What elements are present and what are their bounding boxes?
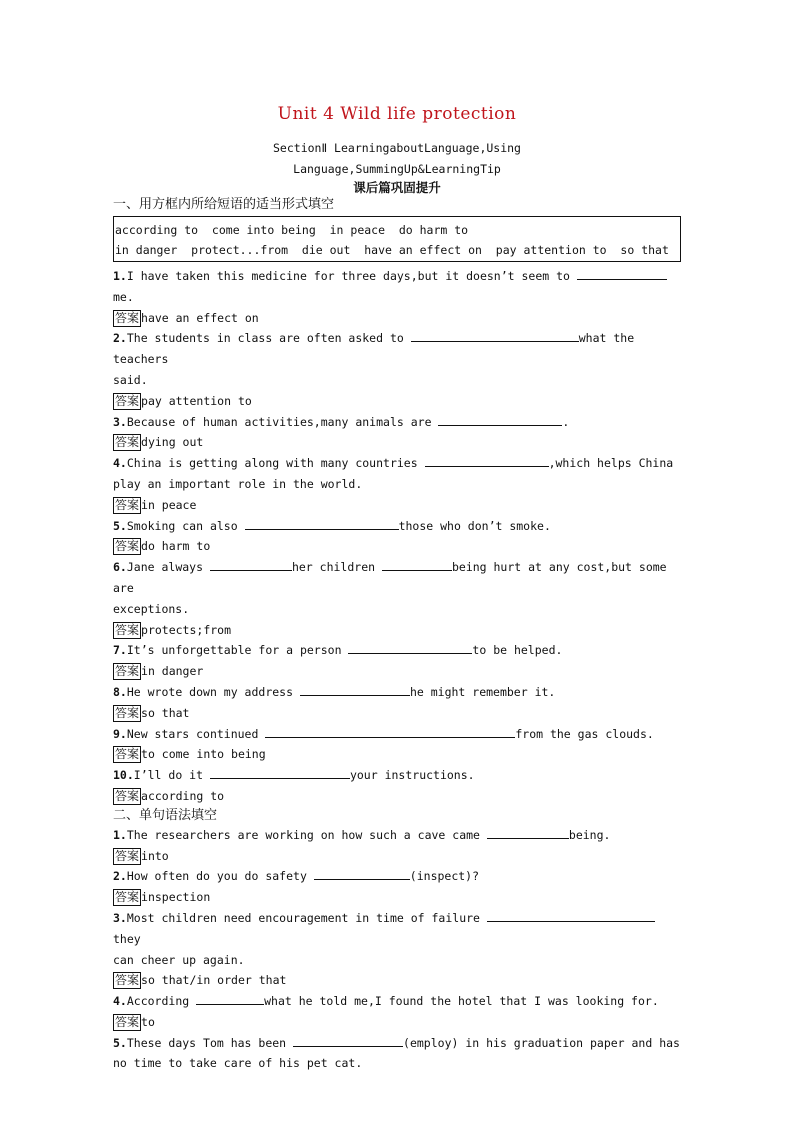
answer-row — [113, 536, 681, 557]
answer-blank — [293, 1034, 403, 1047]
question-item — [113, 640, 681, 661]
answer-text: in danger — [141, 664, 204, 679]
answer-blank — [245, 517, 399, 530]
answer-row — [113, 1012, 681, 1033]
answer-blank — [196, 992, 264, 1005]
answer-row — [113, 391, 681, 412]
answer-blank — [438, 413, 562, 426]
answer-row — [113, 703, 681, 724]
question-text: China is getting along with many countries — [126, 456, 425, 471]
question-item — [113, 765, 681, 786]
question-text: I have taken this medicine for three days,but it doesn’t seem to — [126, 269, 577, 283]
answer-tag: 答案 — [115, 497, 140, 512]
question-text-mid: her children — [291, 560, 382, 575]
question-text: New stars continued — [126, 726, 266, 741]
question-text: Most children need encouragement in time of failure — [126, 910, 487, 925]
answer-row — [113, 661, 681, 682]
answer-blank — [210, 766, 350, 779]
question-number: 9. — [113, 726, 127, 741]
question-continuation: can cheer up again. — [113, 952, 245, 967]
section-subtitle-line-2: Language,SummingUp&LearningTip — [293, 162, 501, 176]
answer-tag: 答案 — [115, 393, 140, 408]
question-number: 4. — [113, 994, 127, 1009]
answer-tag: 答案 — [115, 664, 140, 679]
question-item — [113, 1033, 681, 1054]
question-number: 2. — [113, 869, 127, 884]
question-item — [113, 682, 681, 703]
question-item — [113, 266, 681, 287]
question-number: 5. — [113, 518, 127, 533]
question-continuation: no time to take care of his pet cat. — [113, 1056, 363, 1071]
question-text-after: being hurt at any cost,but some are — [113, 560, 667, 595]
question-text: These days Tom has been — [126, 1035, 294, 1050]
part1-heading: 一、用方框内所给短语的适当形式填空 — [113, 197, 335, 212]
answer-tag: 答案 — [115, 705, 140, 720]
question-number: 3. — [113, 910, 127, 925]
question-text-after: being. — [568, 827, 611, 842]
question-item — [113, 557, 681, 599]
question-item — [113, 908, 681, 950]
answer-blank — [487, 909, 655, 922]
answer-text: do harm to — [141, 539, 211, 554]
question-item — [113, 991, 681, 1012]
question-text: The researchers are working on how such a cave came — [126, 827, 487, 842]
page-title: Unit 4 Wild life protection — [277, 104, 517, 124]
question-text-after: they — [113, 931, 141, 946]
question-text-after: ,which helps China — [548, 456, 674, 471]
answer-blank — [382, 558, 452, 571]
question-text-after: what he told me,I found the hotel that I was looking for. — [264, 994, 659, 1009]
phrase-box-line-1: according to come into being in peace do harm to — [115, 223, 469, 237]
answer-tag: 答案 — [115, 622, 140, 637]
question-text: It’s unforgettable for a person — [126, 643, 349, 658]
answer-text: inspection — [141, 890, 211, 905]
question-item — [113, 866, 681, 887]
answer-blank — [577, 267, 667, 280]
answer-blank — [411, 329, 579, 342]
answer-text: protects;from — [141, 622, 232, 637]
answer-blank — [348, 641, 472, 654]
answer-text: to — [141, 1014, 155, 1029]
question-text: I’ll do it — [133, 768, 210, 783]
question-text-after: . — [562, 414, 570, 429]
answer-row — [113, 970, 681, 991]
question-item — [113, 516, 681, 537]
question-number: 5. — [113, 1035, 127, 1050]
answer-text: according to — [141, 788, 225, 803]
answer-tag: 答案 — [115, 848, 140, 863]
question-text-after: to be helped. — [472, 643, 563, 658]
answer-tag: 答案 — [115, 890, 140, 905]
answer-row — [113, 620, 681, 641]
question-text: Because of human activities,many animals are — [126, 414, 439, 429]
question-text-after: your instructions. — [349, 768, 475, 783]
answer-blank — [487, 826, 569, 839]
answer-blank — [314, 867, 410, 880]
part2-heading: 二、单句语法填空 — [113, 807, 218, 823]
answer-text: dying out — [141, 435, 204, 450]
answer-tag: 答案 — [115, 1014, 140, 1029]
question-text: According — [126, 994, 197, 1009]
answer-text: so that/in order that — [141, 973, 287, 988]
answer-tag: 答案 — [115, 788, 140, 803]
answer-row — [113, 495, 681, 516]
answer-tag: 答案 — [115, 973, 140, 988]
section-subtitle-bold: 课后篇巩固提升 — [353, 180, 441, 195]
answer-text: pay attention to — [141, 393, 252, 408]
answer-tag: 答案 — [115, 539, 140, 554]
answer-text: so that — [141, 705, 190, 720]
answer-tag: 答案 — [115, 747, 140, 762]
question-text: He wrote down my address — [126, 684, 300, 699]
section-subtitle-line-1: SectionⅡ LearningaboutLanguage,Using — [273, 141, 521, 155]
question-number: 10. — [113, 768, 134, 783]
answer-row — [113, 432, 681, 453]
question-text-after: those who don’t smoke. — [398, 518, 551, 533]
question-number: 4. — [113, 456, 127, 471]
question-item — [113, 412, 681, 433]
question-item — [113, 328, 681, 370]
answer-tag: 答案 — [115, 310, 140, 325]
answer-row — [113, 786, 681, 807]
answer-row — [113, 887, 681, 908]
question-text: Jane always — [126, 560, 210, 575]
phrase-box-line-2: in danger protect...from die out have an effect on pay attention to so that — [115, 243, 669, 257]
question-continuation: me. — [113, 289, 134, 304]
answer-row — [113, 846, 681, 867]
answer-row — [113, 744, 681, 765]
answer-blank — [425, 454, 549, 467]
question-text-after: from the gas clouds. — [515, 726, 654, 741]
question-continuation: said. — [113, 372, 148, 387]
answer-text: have an effect on — [141, 310, 259, 325]
question-number: 1. — [113, 269, 127, 283]
phrase-box — [113, 216, 681, 262]
question-number: 7. — [113, 643, 127, 658]
question-number: 1. — [113, 827, 127, 842]
answer-tag: 答案 — [115, 435, 140, 450]
question-number: 3. — [113, 414, 127, 429]
question-item — [113, 453, 681, 474]
question-item — [113, 724, 681, 745]
answer-text: in peace — [141, 497, 197, 512]
question-continuation: play an important role in the world. — [113, 476, 363, 491]
question-text-after: what the teachers — [113, 331, 635, 367]
answer-blank — [265, 725, 515, 738]
question-text: How often do you do safety — [126, 869, 314, 884]
question-number: 8. — [113, 684, 127, 699]
worksheet-page — [113, 104, 681, 1074]
answer-text: into — [141, 848, 169, 863]
question-text-after: (inspect)? — [409, 869, 480, 884]
answer-blank — [300, 683, 410, 696]
answer-blank — [210, 558, 292, 571]
question-continuation: exceptions. — [113, 601, 190, 616]
question-text-after: he might remember it. — [409, 684, 556, 699]
question-text: The students in class are often asked to — [126, 331, 411, 346]
question-number: 6. — [113, 560, 127, 575]
question-number: 2. — [113, 331, 127, 346]
answer-row — [113, 308, 681, 329]
question-text: Smoking can also — [126, 518, 245, 533]
question-item — [113, 825, 681, 846]
answer-text: to come into being — [141, 747, 266, 762]
question-text-after: (employ) in his graduation paper and has — [403, 1035, 680, 1050]
